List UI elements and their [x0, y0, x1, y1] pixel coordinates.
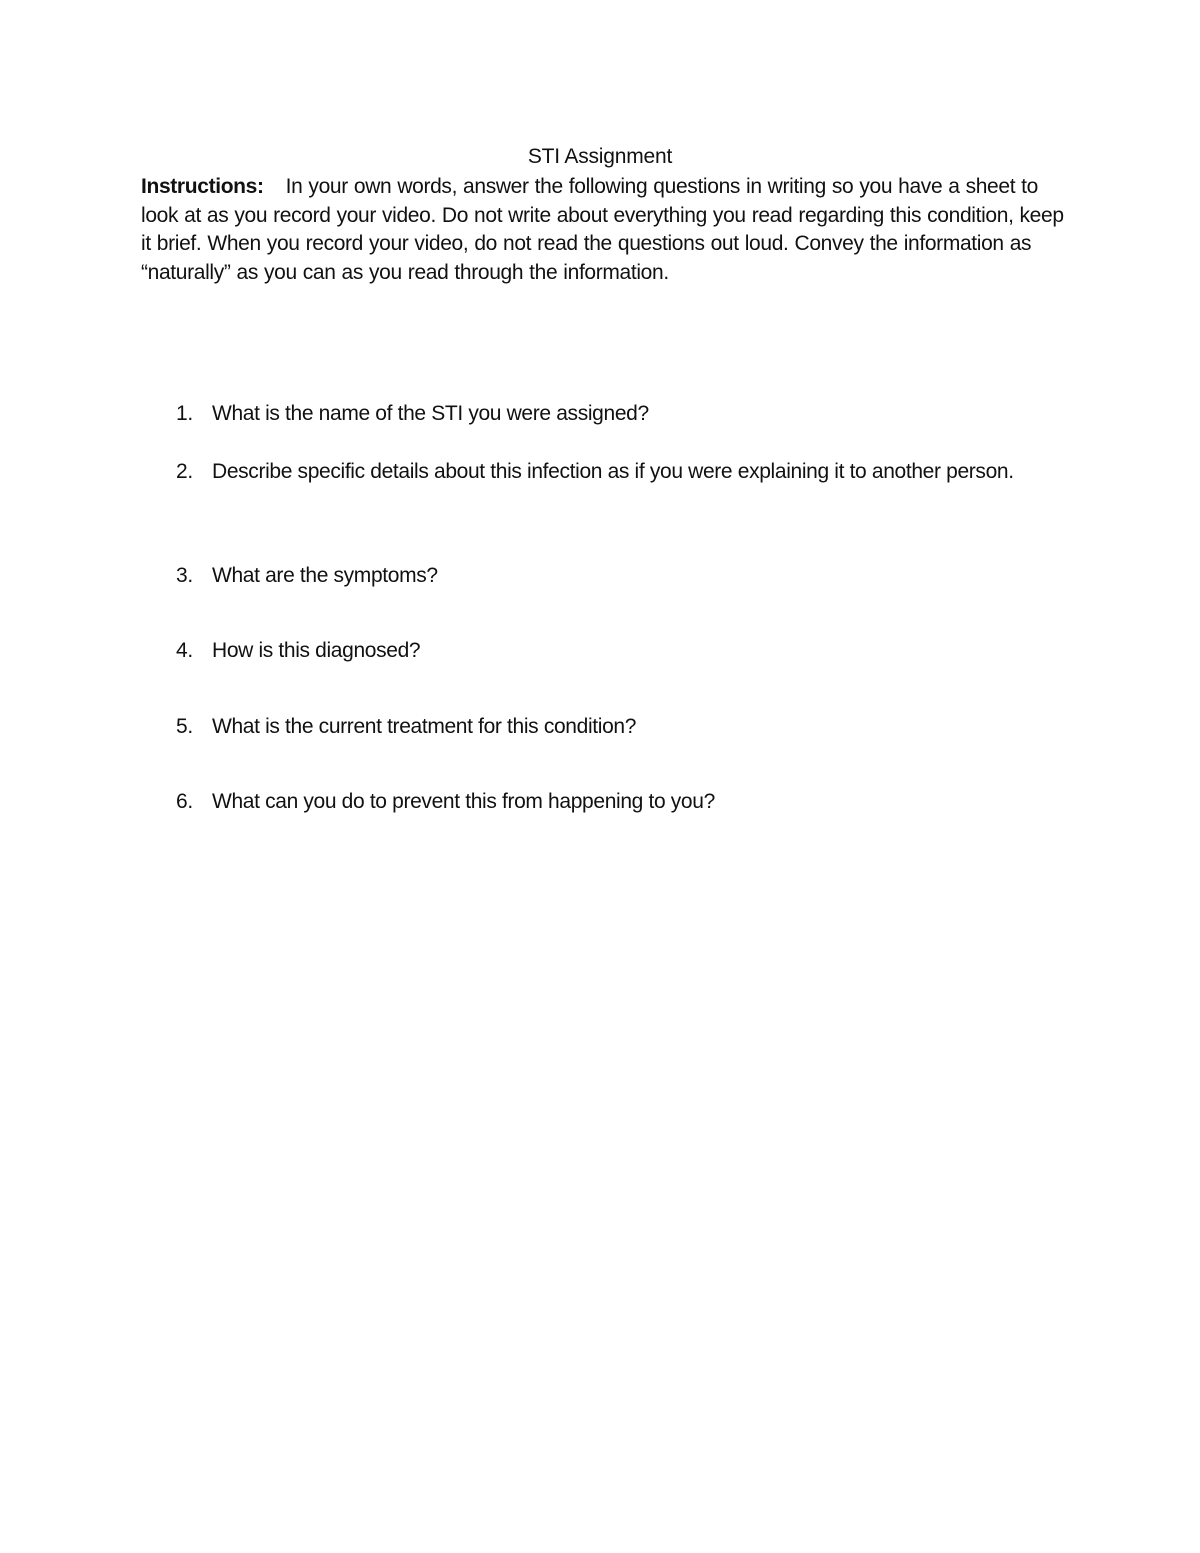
instructions-label: Instructions:	[141, 175, 264, 198]
question-item-6	[176, 788, 1036, 817]
document-title: STI Assignment	[527, 145, 673, 168]
question-item-5	[176, 713, 1036, 742]
question-text: What can you do to prevent this from happening to you?	[212, 790, 715, 813]
question-number: 2.	[176, 460, 193, 483]
question-text: What are the symptoms?	[212, 564, 438, 587]
question-number: 6.	[176, 790, 193, 813]
question-item-2	[176, 458, 1036, 487]
question-number: 4.	[176, 639, 193, 662]
question-text: What is the current treatment for this condition?	[212, 715, 637, 738]
instructions-text: In your own words, answer the following questions in writing so you have a sheet to look at as you record your video. Do not write about everything you read regarding this condition, keep it brief. When you record your video, do not read the questions out loud. Convey the information as “naturally” as you can as you read through the information.	[141, 175, 1064, 284]
question-number: 5.	[176, 715, 193, 738]
question-text: What is the name of the STI you were assigned?	[212, 402, 649, 425]
question-number: 3.	[176, 564, 193, 587]
question-item-1	[176, 400, 1036, 429]
question-item-3	[176, 562, 1036, 591]
instructions-paragraph	[141, 173, 1066, 287]
question-text: Describe specific details about this infection as if you were explaining it to another person.	[212, 460, 1014, 483]
question-item-4	[176, 637, 1036, 666]
question-text: How is this diagnosed?	[212, 639, 421, 662]
question-number: 1.	[176, 402, 193, 425]
